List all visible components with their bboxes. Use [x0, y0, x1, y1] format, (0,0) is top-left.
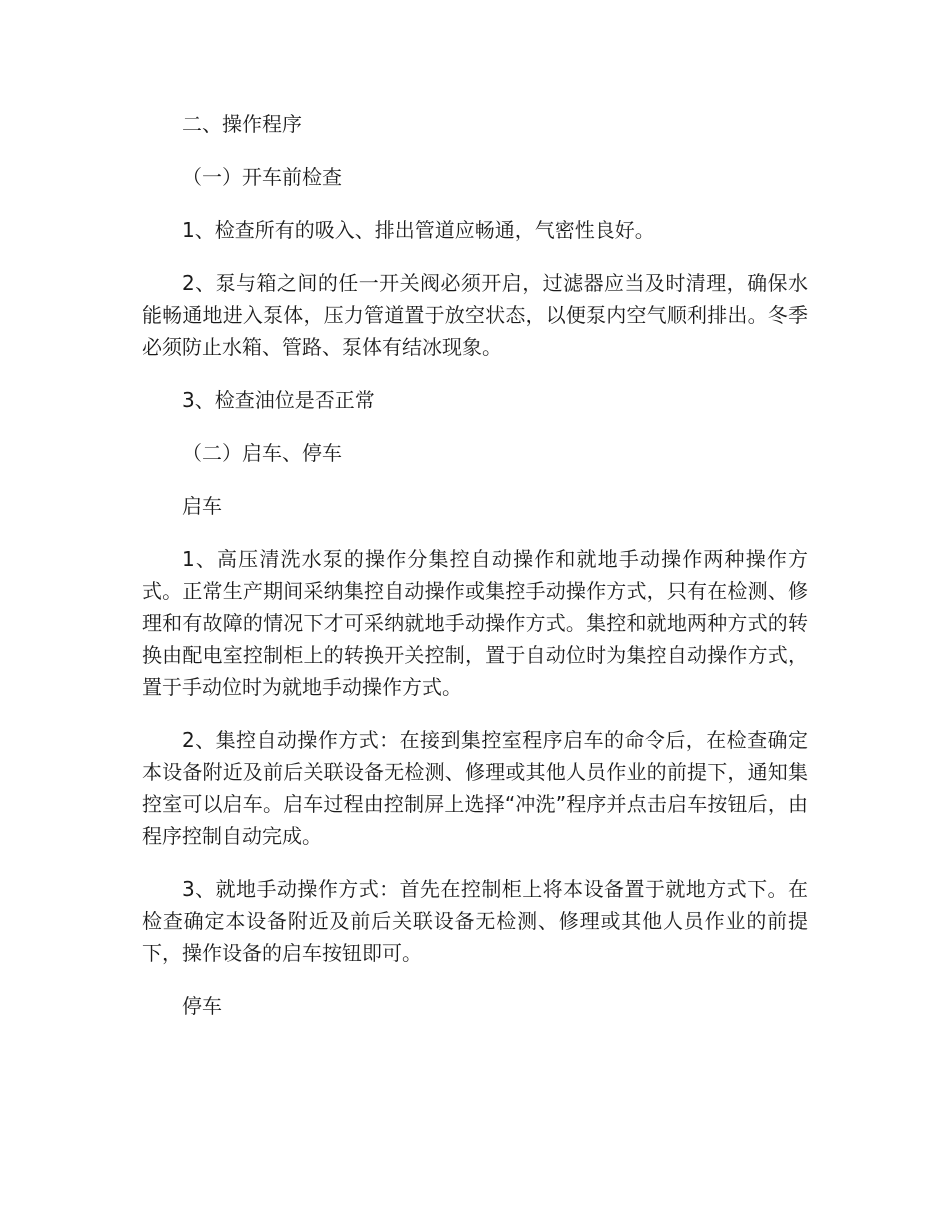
- paragraph-check-oil-level: 3、检查油位是否正常: [182, 388, 375, 412]
- section-heading-operating-procedure: 二、操作程序: [182, 112, 302, 136]
- subsection-heading-pre-start-check: （一）开车前检查: [182, 165, 342, 189]
- paragraph-check-pipes: 1、检查所有的吸入、排出管道应畅通，气密性良好。: [182, 218, 655, 242]
- paragraph-operation-modes: 1、高压清洗水泵的操作分集控自动操作和就地手动操作两种操作方式。正常生产期间采纳集控自动操作或集控手动操作方式，只有在检测、修理和有故障的情况下才可采纳就地手动操作方式。集控和就地两种方式的转换由配电室控制柜上的转换开关控制，置于自动位时为集控自动操作方式，置于手动位时为就地手动操作方式。: [142, 547, 808, 699]
- document-body: [142, 108, 808, 1043]
- subsection-heading-start-stop: （二）启车、停车: [182, 441, 342, 465]
- paragraph-centralized-auto-mode: 2、集控自动操作方式：在接到集控室程序启车的命令后，在检查确定本设备附近及前后关联设备无检测、修理或其他人员作业的前提下，通知集控室可以启车。启车过程由控制屏上选择“冲洗”程序并点击启车按钮后，由程序控制自动完成。: [142, 728, 808, 848]
- paragraph-local-manual-mode: 3、就地手动操作方式：首先在控制柜上将本设备置于就地方式下。在检查确定本设备附近及前后关联设备无检测、修理或其他人员作业的前提下，操作设备的启车按钮即可。: [142, 877, 808, 965]
- heading-stop: 停车: [182, 994, 222, 1018]
- paragraph-valves-and-filter: 2、泵与箱之间的任一开关阀必须开启，过滤器应当及时清理，确保水能畅通地进入泵体，压力管道置于放空状态，以便泵内空气顺利排出。冬季必须防止水箱、管路、泵体有结冰现象。: [142, 271, 808, 359]
- heading-start: 启车: [182, 494, 222, 518]
